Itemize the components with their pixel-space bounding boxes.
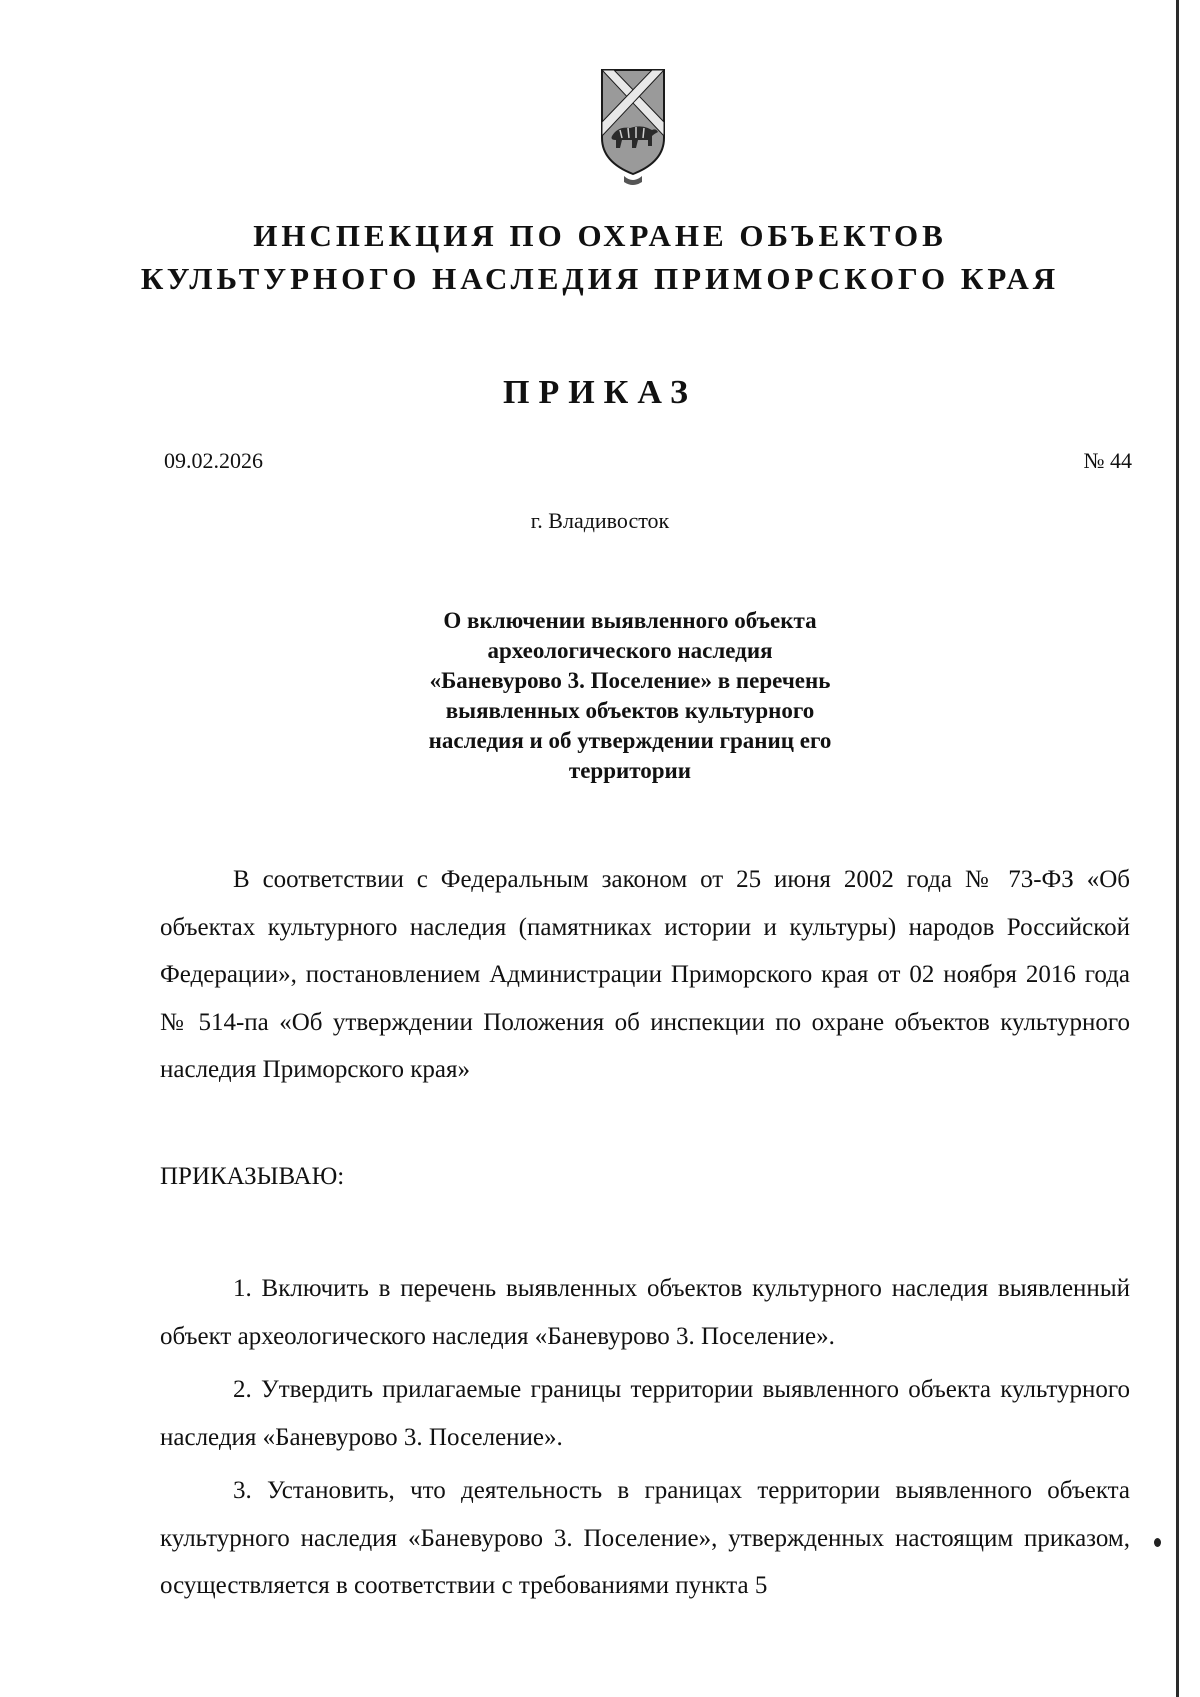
subject-line: территории xyxy=(568,758,692,783)
legal-basis-paragraph: В соответствии с Федеральным законом от 25 июня 2002 года № 73-ФЗ «Об объектах культурного наследия (памятниках истории и культуры) народов Российской Федерации», постановлением Администрации Приморского края от 02 ноября 2016 года № 514-па «Об утверждении Положения об инспекции по охране объектов культурного наследия Приморского края» xyxy=(160,866,1130,1083)
order-city: г. Владивосток xyxy=(530,508,670,533)
order-item-1: 1. Включить в перечень выявленных объектов культурного наследия выявленный объект археологического наследия «Баневурово 3. Поселение». xyxy=(160,1275,1130,1350)
order-date: 09.02.2026 xyxy=(164,448,263,473)
order-subject xyxy=(390,606,870,786)
order-item-2: 2. Утвердить прилагаемые границы территории выявленного объекта культурного наследия «Баневурово 3. Поселение». xyxy=(160,1376,1130,1451)
organization-name-line-2: КУЛЬТУРНОГО НАСЛЕДИЯ ПРИМОРСКОГО КРАЯ xyxy=(140,261,1060,296)
subject-line: наследия и об утверждении границ его xyxy=(428,728,832,753)
scan-artifact-dot xyxy=(1154,1538,1161,1547)
organization-name xyxy=(0,214,1200,300)
subject-line: О включении выявленного объекта xyxy=(443,608,817,633)
order-number: № 44 xyxy=(1083,448,1132,473)
subject-line: «Баневурово 3. Поселение» в перечень xyxy=(429,668,831,693)
subject-line: выявленных объектов культурного xyxy=(445,698,815,723)
subject-line: археологического наследия xyxy=(487,638,773,663)
document-title: ПРИКАЗ xyxy=(503,374,697,411)
coat-of-arms-icon xyxy=(598,66,668,186)
order-item-3: 3. Установить, что деятельность в границах территории выявленного объекта культурного наследия «Баневурово 3. Поселение», утвержденных настоящим приказом, осуществляется в соответствии с требованиями пункта 5 xyxy=(160,1477,1130,1599)
organization-name-line-1: ИНСПЕКЦИЯ ПО ОХРАНЕ ОБЪЕКТОВ xyxy=(253,218,947,253)
order-directive: ПРИКАЗЫВАЮ: xyxy=(160,1163,345,1190)
